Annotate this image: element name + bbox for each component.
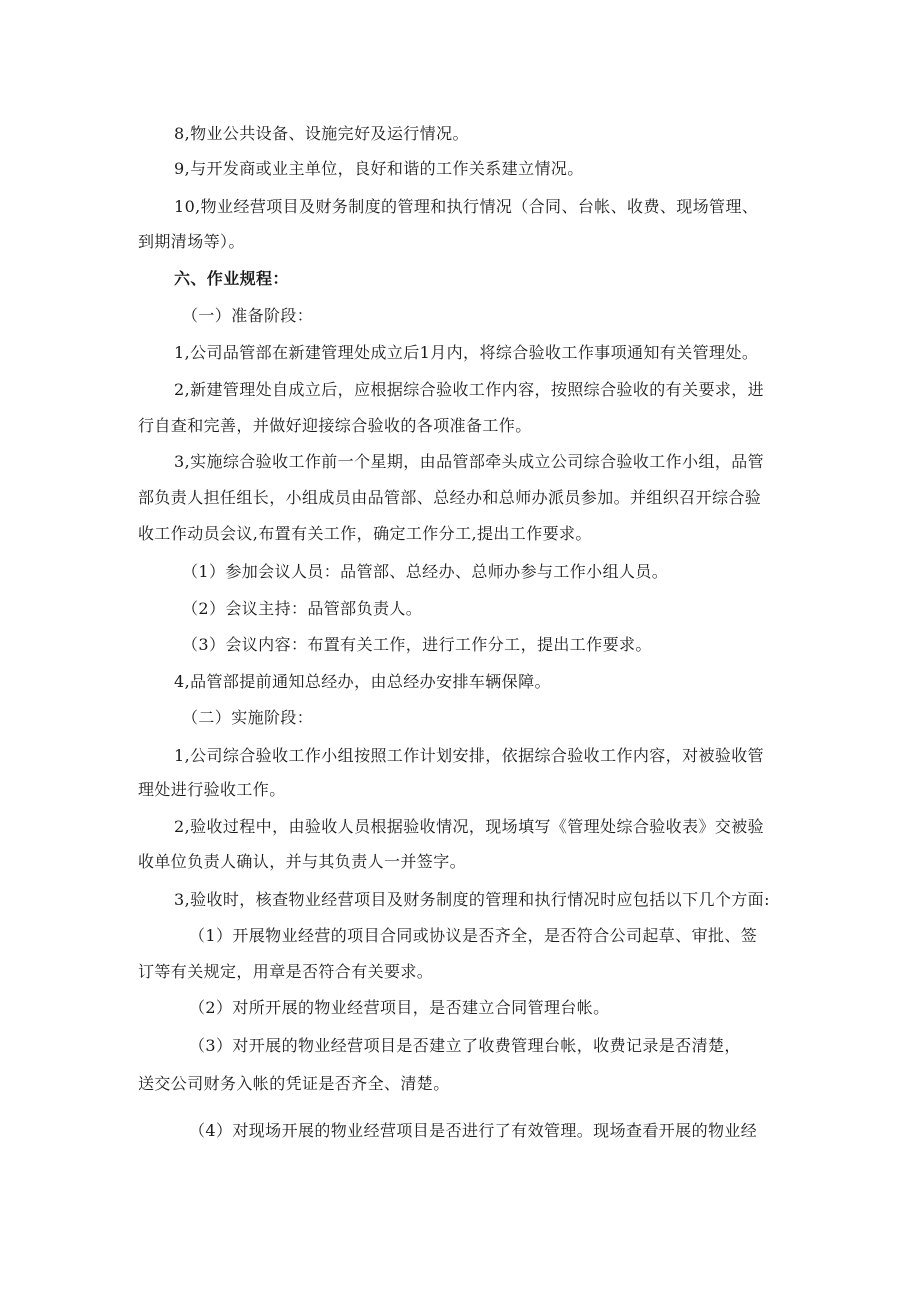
paragraph-line: 行自查和完善，并做好迎接综合验收的各项准备工作。 [138, 416, 532, 435]
paragraph-line: 3,实施综合验收工作前一个星期，由品管部牵头成立公司综合验收工作小组，品管 [174, 452, 765, 471]
paragraph-line: 收单位负责人确认，并与其负责人一并签字。 [138, 852, 467, 871]
subsection-heading: （一）准备阶段： [182, 306, 314, 325]
paragraph-line: 2,验收过程中，由验收人员根据验收情况，现场填写《管理处综合验收表》交被验 [174, 817, 765, 836]
list-item: （4）对现场开展的物业经营项目是否进行了有效管理。现场查看开展的物业经 [189, 1121, 758, 1140]
section-heading: 六、作业规程： [174, 269, 289, 288]
paragraph-line: 10,物业经营项目及财务制度的管理和执行情况（合同、台帐、收费、现场管理、 [174, 197, 759, 216]
paragraph-line: 订等有关规定，用章是否符合有关要求。 [138, 962, 434, 981]
paragraph-line: 收工作动员会议,布置有关工作，确定工作分工,提出工作要求。 [138, 524, 592, 543]
paragraph-line: 1,公司品管部在新建管理处成立后1月内，将综合验收工作事项通知有关管理处。 [174, 343, 759, 362]
list-item: （3）对开展的物业经营项目是否建立了收费管理台帐，收费记录是否清楚， [189, 1036, 741, 1055]
list-item: （1）参加会议人员：品管部、总经办、总师办参与工作小组人员。 [182, 562, 669, 581]
paragraph-line: 8,物业公共设备、设施完好及运行情况。 [174, 124, 469, 143]
subsection-heading: （二）实施阶段： [182, 708, 314, 727]
paragraph-line: 到期清场等）。 [138, 232, 245, 251]
paragraph-line: 4,品管部提前通知总经办，由总经办安排车辆保障。 [174, 672, 551, 691]
list-item: （1）开展物业经营的项目合同或协议是否齐全，是否符合公司起草、审批、签 [189, 926, 758, 945]
paragraph-line: 1,公司综合验收工作小组按照工作计划安排，依据综合验收工作内容，对被验收管 [174, 746, 765, 765]
paragraph-line: 2,新建管理处自成立后，应根据综合验收工作内容，按照综合验收的有关要求，进 [174, 380, 765, 399]
list-item: （3）会议内容：布置有关工作，进行工作分工，提出工作要求。 [182, 635, 652, 654]
list-item: （2）对所开展的物业经营项目，是否建立合同管理台帐。 [189, 998, 610, 1017]
paragraph-line: 3,验收时，核查物业经营项目及财务制度的管理和执行情况时应包括以下几个方面: [174, 890, 770, 909]
list-item: （2）会议主持：品管部负责人。 [182, 599, 423, 618]
paragraph-line: 送交公司财务入帐的凭证是否齐全、清楚。 [138, 1074, 450, 1093]
paragraph-line: 理处进行验收工作。 [138, 780, 286, 799]
paragraph-line: 部负责人担任组长，小组成员由品管部、总经办和总师办派员参加。并组织召开综合验 [138, 488, 762, 507]
paragraph-line: 9,与开发商或业主单位，良好和谐的工作关系建立情况。 [174, 159, 584, 178]
